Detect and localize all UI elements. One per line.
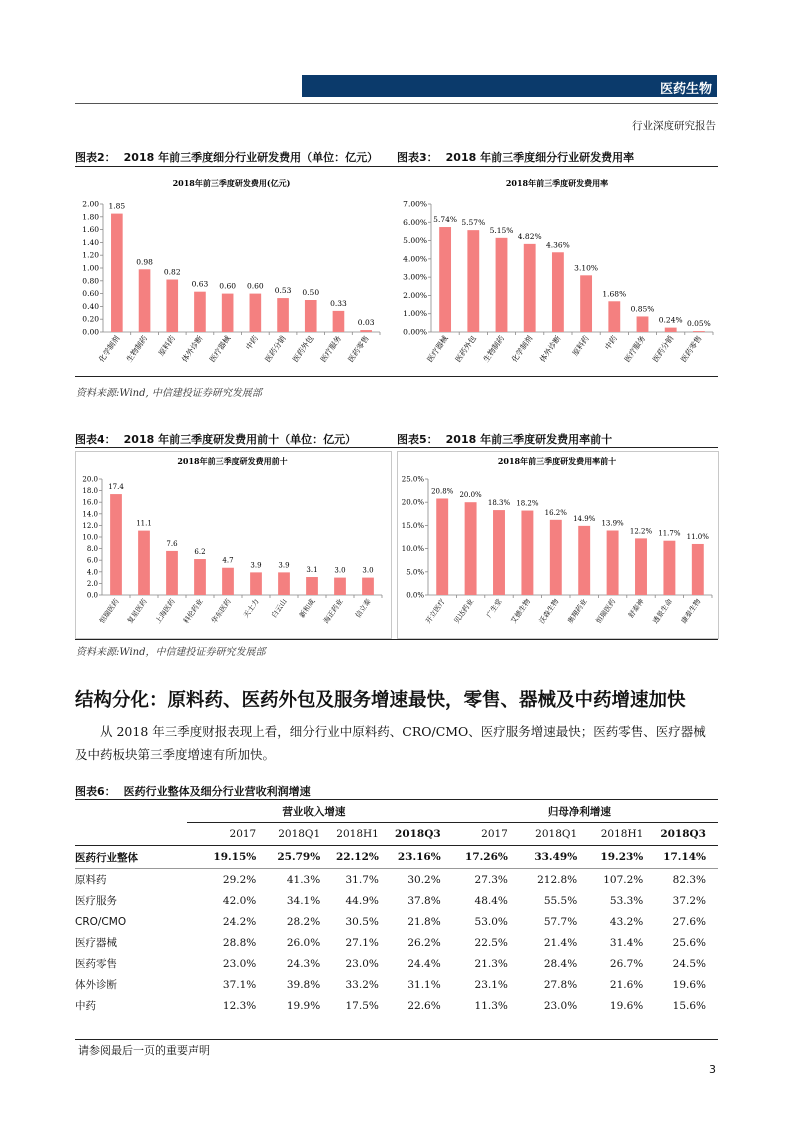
y-tick-label: 1.40 — [82, 237, 99, 247]
bar — [521, 511, 533, 595]
table-row — [75, 953, 718, 974]
data-label: 14.9% — [573, 514, 596, 523]
data-label: 5.15% — [489, 225, 514, 235]
data-label: 0.82 — [163, 267, 181, 277]
chart-title: 2018年前三季度研发费用前十 — [177, 456, 288, 466]
bar — [607, 531, 619, 595]
x-tick-label: 康泰生物 — [679, 597, 703, 626]
column-header: 2018H1 — [320, 823, 379, 846]
data-label: 0.60 — [246, 281, 264, 291]
data-label: 0.03 — [357, 318, 375, 328]
x-tick-label: 贝达药业 — [452, 597, 476, 626]
table-cell: 25.6% — [672, 936, 706, 949]
page-number: 3 — [709, 1063, 716, 1076]
table-cell: 21.6% — [609, 978, 644, 991]
data-label: 1.85 — [108, 201, 126, 211]
y-tick-label: 0.60 — [82, 289, 99, 299]
bar — [578, 526, 590, 595]
table-cell: 41.3% — [286, 873, 321, 886]
figure-row-1-source: 资料来源:Wind, 中信建投证券研究发展部 — [76, 388, 262, 399]
bar — [278, 572, 290, 595]
table-row — [75, 890, 718, 911]
x-tick-label: 白云山 — [270, 597, 289, 620]
data-label: 5.74% — [433, 215, 458, 225]
figure-3-caption: 2018 年前三季度细分行业研发费用率 — [445, 151, 635, 164]
row-label: 医药零售 — [75, 958, 117, 970]
data-label: 3.0 — [334, 566, 346, 575]
report-type: 行业深度研究报告 — [632, 120, 716, 132]
table-row — [75, 974, 718, 995]
bar — [580, 275, 592, 332]
table-cell: 212.8% — [537, 873, 578, 886]
data-label: 17.4 — [108, 483, 124, 492]
x-tick-label: 上海医药 — [154, 597, 177, 626]
data-label: 0.98 — [136, 257, 153, 267]
table-cell: 23.0% — [345, 957, 379, 970]
table-cell: 55.5% — [543, 894, 578, 907]
x-tick-label: 中药 — [244, 333, 260, 352]
table-column-header-row — [75, 823, 718, 846]
bar — [436, 498, 448, 595]
table-cell: 25.79% — [256, 846, 320, 869]
x-tick-label: 艾德生物 — [509, 597, 533, 626]
bar — [138, 531, 150, 595]
bar — [550, 520, 562, 595]
table-cell: 82.3% — [672, 873, 706, 886]
y-tick-label: 2.00 — [82, 199, 99, 209]
bar — [250, 294, 262, 332]
table-cell: 26.0% — [286, 936, 321, 949]
x-tick-label: 原料药 — [570, 333, 591, 358]
table-6-title — [75, 783, 311, 799]
data-label: 0.85% — [630, 304, 655, 314]
figure-row-2-source: 资料来源:Wind，中信建投证券研究发展部 — [76, 647, 266, 658]
y-tick-label: 1.20 — [82, 250, 99, 260]
table-6-label: 图表6： — [75, 785, 116, 798]
table-cell: 23.1% — [474, 978, 508, 991]
figure-row-2-bottom-rule — [75, 639, 718, 640]
table-6-caption: 医药行业整体及细分行业营收利润增速 — [123, 785, 311, 798]
table-cell: 33.49% — [508, 846, 577, 869]
x-tick-label: 化学制剂 — [96, 333, 122, 364]
x-tick-label: 新和成 — [298, 597, 317, 620]
row-label: CRO/CMO — [75, 915, 127, 928]
bar — [465, 502, 477, 595]
y-tick-label: 6.00% — [403, 217, 427, 227]
x-tick-label: 科伦药业 — [182, 597, 205, 626]
table-cell: 23.0% — [543, 999, 578, 1012]
table-group-header-row — [75, 800, 718, 823]
data-label: 0.60 — [219, 281, 237, 291]
x-tick-label: 原料药 — [156, 333, 177, 358]
table-cell: 24.3% — [286, 957, 321, 970]
y-tick-label: 20.0% — [401, 498, 424, 507]
table-cell: 33.2% — [345, 978, 379, 991]
bar — [139, 269, 151, 332]
bar — [360, 330, 372, 332]
data-label: 11.7% — [658, 529, 681, 538]
x-tick-label: 复星医药 — [126, 597, 149, 626]
table-cell: 12.3% — [222, 999, 257, 1012]
x-tick-label: 中药 — [602, 333, 619, 352]
footer-rule — [75, 1039, 718, 1040]
table-cell: 19.6% — [609, 999, 644, 1012]
x-tick-label: 医药零售 — [678, 333, 704, 364]
y-tick-label: 15.0% — [401, 521, 424, 530]
data-label: 20.0% — [459, 491, 482, 500]
table-cell: 34.1% — [286, 894, 321, 907]
row-label: 原料药 — [75, 874, 107, 886]
y-tick-label: 0.00 — [82, 327, 99, 337]
x-tick-label: 医药外包 — [290, 333, 316, 364]
y-tick-label: 1.00 — [82, 263, 99, 273]
bar — [222, 568, 234, 595]
figure-5-title — [397, 431, 612, 447]
data-label: 3.9 — [278, 561, 290, 570]
table-cell: 42.0% — [222, 894, 257, 907]
x-tick-label: 医疗服务 — [622, 333, 648, 364]
table-cell: 21.4% — [543, 936, 578, 949]
table-cell: 23.16% — [379, 846, 441, 869]
table-cell: 24.2% — [222, 915, 257, 928]
table-cell: 57.7% — [543, 915, 578, 928]
column-header: 2018Q3 — [379, 823, 441, 846]
y-tick-label: 10.0% — [401, 545, 424, 554]
bar — [635, 538, 647, 595]
data-label: 4.7 — [222, 556, 234, 565]
section-title: 医药生物 — [659, 82, 712, 97]
bar — [333, 311, 345, 332]
data-label: 0.05% — [686, 319, 711, 329]
table-cell: 21.8% — [407, 915, 441, 928]
table-cell: 30.5% — [345, 915, 379, 928]
x-tick-label: 医疗器械 — [207, 333, 233, 364]
bar — [692, 544, 704, 595]
data-label: 1.68% — [602, 289, 627, 299]
bar — [496, 238, 508, 332]
table-cell: 28.8% — [222, 936, 257, 949]
table-cell: 26.7% — [609, 957, 644, 970]
x-tick-label: 奥翔药业 — [566, 597, 589, 626]
y-tick-label: 0.0 — [86, 591, 98, 600]
y-tick-label: 1.60 — [82, 225, 99, 235]
table-cell: 22.12% — [320, 846, 379, 869]
y-tick-label: 0.80 — [82, 276, 99, 286]
data-label: 6.2 — [194, 548, 206, 557]
table-cell: 26.2% — [407, 936, 441, 949]
figure-4-title — [75, 431, 356, 447]
table-cell: 15.6% — [672, 999, 706, 1012]
data-label: 18.3% — [487, 499, 511, 508]
table-cell: 27.3% — [474, 873, 508, 886]
bar — [111, 214, 123, 332]
row-label: 医疗器械 — [75, 937, 117, 949]
bar — [277, 298, 289, 332]
x-tick-label: 体外诊断 — [180, 333, 205, 364]
figure-row-1-rule — [75, 166, 718, 167]
column-header: 2018Q3 — [643, 823, 718, 846]
figure-3-title — [397, 149, 634, 165]
figure-5-caption: 2018 年前三季度研发费用率前十 — [445, 433, 613, 446]
x-tick-label: 透景生命 — [651, 597, 675, 626]
y-tick-label: 4.0 — [86, 568, 98, 577]
chart-figure-4 — [76, 452, 389, 636]
data-label: 0.24% — [658, 315, 683, 325]
data-label: 0.50 — [302, 288, 320, 297]
x-tick-label: 沃森生物 — [537, 597, 561, 626]
table-cell: 21.3% — [474, 957, 508, 970]
group-revenue-growth: 营业收入增速 — [187, 800, 441, 823]
column-header: 2018H1 — [577, 823, 643, 846]
row-label: 医药行业整体 — [75, 846, 187, 869]
table-cell: 27.1% — [345, 936, 379, 949]
table-cell: 37.8% — [407, 894, 441, 907]
table-cell: 19.6% — [672, 978, 706, 991]
figure-4-label: 图表4： — [75, 433, 116, 446]
y-tick-label: 8.0 — [86, 545, 98, 554]
y-tick-label: 10.0 — [82, 533, 98, 542]
bar — [493, 510, 505, 595]
y-tick-label: 2.00% — [403, 290, 427, 300]
y-tick-label: 1.00% — [403, 309, 427, 319]
table-row — [75, 995, 718, 1016]
table-row-total — [75, 846, 718, 869]
table-cell: 19.23% — [577, 846, 643, 869]
table-cell: 37.1% — [222, 978, 257, 991]
column-header: 2017 — [441, 823, 508, 846]
data-label: 7.6 — [166, 539, 178, 548]
x-tick-label: 医疗服务 — [318, 333, 344, 364]
y-tick-label: 6.0 — [86, 556, 98, 565]
footer-disclaimer-note: 请参阅最后一页的重要声明 — [78, 1044, 210, 1057]
x-tick-label: 华东医药 — [210, 597, 233, 626]
y-tick-label: 5.0% — [406, 568, 424, 577]
x-tick-label: 医药分销 — [263, 333, 288, 364]
bar — [306, 577, 318, 595]
x-tick-label: 恒瑞医药 — [98, 597, 121, 626]
data-label: 5.57% — [461, 218, 486, 228]
x-tick-label: 生物制药 — [481, 333, 507, 364]
data-label: 18.2% — [516, 499, 539, 508]
figure-4-caption: 2018 年前三季度研发费用前十（单位：亿元） — [123, 433, 357, 446]
bar — [222, 294, 234, 332]
y-tick-label: 5.00% — [403, 236, 427, 246]
chart-title: 2018年前三季度研发费用(亿元) — [172, 178, 291, 188]
data-label: 11.0% — [686, 532, 709, 541]
data-label: 3.1 — [306, 566, 318, 575]
header-rule — [75, 103, 718, 104]
y-tick-label: 12.0 — [82, 521, 98, 530]
bar — [637, 316, 649, 332]
table-cell: 19.9% — [286, 999, 321, 1012]
y-tick-label: 18.0 — [82, 487, 98, 496]
column-header: 2018Q1 — [256, 823, 320, 846]
bar — [250, 572, 262, 595]
y-tick-label: 4.00% — [403, 254, 427, 264]
table-cell: 27.6% — [672, 915, 706, 928]
data-label: 0.63 — [191, 279, 209, 289]
table-row — [75, 932, 718, 953]
table-row — [75, 911, 718, 932]
table-row — [75, 869, 718, 891]
data-label: 16.2% — [544, 508, 567, 517]
data-label: 3.10% — [574, 263, 599, 273]
bar — [194, 292, 206, 332]
bar — [693, 331, 705, 332]
y-tick-label: 2.0 — [86, 579, 98, 588]
chart-title: 2018年前三季度研发费用率前十 — [497, 456, 617, 466]
bar — [110, 494, 122, 595]
table-cell: 48.4% — [474, 894, 508, 907]
x-tick-label: 海正药业 — [322, 597, 345, 626]
y-tick-label: 14.0 — [82, 510, 98, 519]
bar — [166, 280, 178, 332]
y-tick-label: 3.00% — [403, 272, 427, 282]
table-cell: 19.15% — [187, 846, 256, 869]
table-cell: 11.3% — [474, 999, 508, 1012]
x-tick-label: 医疗器械 — [425, 333, 450, 364]
data-label: 12.2% — [629, 527, 653, 536]
table-cell: 29.2% — [222, 873, 257, 886]
bar — [194, 559, 206, 595]
y-tick-label: 7.00% — [403, 199, 427, 209]
table-cell: 44.9% — [345, 894, 379, 907]
data-label: 3.0 — [362, 566, 374, 575]
table-cell: 31.7% — [345, 873, 379, 886]
data-label: 4.82% — [517, 231, 542, 241]
figure-row-2-rule — [75, 447, 718, 448]
x-tick-label: 体外诊断 — [537, 333, 563, 364]
table-cell: 27.8% — [543, 978, 578, 991]
table-cell: 22.5% — [474, 936, 508, 949]
table-cell: 22.6% — [407, 999, 441, 1012]
row-label: 体外诊断 — [75, 979, 117, 991]
y-tick-label: 0.40 — [82, 301, 99, 311]
bar — [665, 328, 677, 332]
figure-3-label: 图表3： — [397, 151, 438, 164]
figure-2-title — [75, 149, 378, 165]
bar — [305, 300, 317, 332]
y-tick-label: 0.20 — [82, 314, 99, 324]
bar — [334, 578, 346, 595]
chart-title: 2018年前三季度研发费用率 — [505, 178, 609, 188]
figure-2-label: 图表2： — [75, 151, 116, 164]
table-cell: 17.26% — [441, 846, 508, 869]
bar — [362, 578, 374, 595]
y-tick-label: 0.0% — [406, 591, 424, 600]
group-profit-growth: 归母净利增速 — [441, 800, 718, 823]
table-cell: 53.0% — [474, 915, 508, 928]
chart-figure-5 — [398, 452, 716, 636]
table-cell: 17.14% — [643, 846, 718, 869]
chart-figure-2 — [75, 168, 388, 375]
column-header: 2018Q1 — [508, 823, 577, 846]
bar — [608, 301, 620, 332]
y-tick-label: 20.0 — [82, 475, 98, 484]
column-header: 2017 — [187, 823, 256, 846]
section-heading: 结构分化：原料药、医药外包及服务增速最快，零售、器械及中药增速加快 — [75, 690, 686, 711]
x-tick-label: 开立医疗 — [424, 597, 447, 626]
x-tick-label: 医药外包 — [453, 333, 478, 364]
x-tick-label: 信立泰 — [354, 597, 373, 620]
data-label: 4.36% — [545, 240, 570, 250]
data-label: 13.9% — [601, 519, 624, 528]
x-tick-label: 天士力 — [242, 597, 261, 620]
x-tick-label: 生物制药 — [124, 333, 150, 364]
row-label: 医疗服务 — [75, 895, 117, 907]
section-body: 从 2018 年三季度财报表现上看，细分行业中原料药、CRO/CMO、医疗服务增速最快；医药零售、医疗器械及中药板块第三季度增速有所加快。 — [75, 724, 706, 762]
bar — [663, 541, 675, 595]
table-cell: 43.2% — [609, 915, 644, 928]
x-tick-label: 广生堂 — [485, 597, 504, 620]
table-cell: 24.5% — [672, 957, 706, 970]
table-cell: 31.1% — [407, 978, 441, 991]
table-cell: 28.4% — [543, 957, 578, 970]
y-tick-label: 16.0 — [82, 498, 98, 507]
bar — [524, 244, 536, 332]
table-cell: 24.4% — [407, 957, 441, 970]
bar — [166, 551, 178, 595]
data-label: 3.9 — [250, 561, 262, 570]
table-cell: 23.0% — [222, 957, 257, 970]
chart-figure-3 — [397, 168, 717, 375]
growth-table — [75, 800, 718, 1016]
table-cell: 31.4% — [609, 936, 644, 949]
bar — [467, 230, 479, 332]
bar — [552, 252, 564, 332]
table-cell: 39.8% — [286, 978, 321, 991]
x-tick-label: 舒泰神 — [627, 597, 646, 620]
x-tick-label: 医药零售 — [346, 333, 371, 364]
y-tick-label: 25.0% — [401, 475, 424, 484]
y-tick-label: 1.80 — [82, 212, 99, 222]
x-tick-label: 化学制剂 — [509, 333, 535, 364]
figure-2-caption: 2018 年前三季度细分行业研发费用（单位：亿元） — [123, 151, 379, 164]
bar — [439, 227, 451, 332]
data-label: 11.1 — [136, 519, 152, 528]
table-cell: 28.2% — [286, 915, 321, 928]
data-label: 0.53 — [274, 286, 292, 296]
row-label: 中药 — [75, 1000, 96, 1012]
table-cell: 53.3% — [609, 894, 644, 907]
table-cell: 107.2% — [603, 873, 644, 886]
x-tick-label: 恒瑞医药 — [594, 597, 618, 626]
table-cell: 17.5% — [345, 999, 379, 1012]
y-tick-label: 0.00% — [403, 327, 427, 337]
table-cell: 30.2% — [407, 873, 441, 886]
figure-row-1-bottom-rule — [75, 376, 718, 377]
x-tick-label: 医药分销 — [650, 333, 676, 364]
table-cell: 37.2% — [672, 894, 706, 907]
data-label: 0.33 — [330, 298, 347, 308]
data-label: 20.8% — [431, 487, 454, 496]
figure-5-label: 图表5： — [397, 433, 438, 446]
